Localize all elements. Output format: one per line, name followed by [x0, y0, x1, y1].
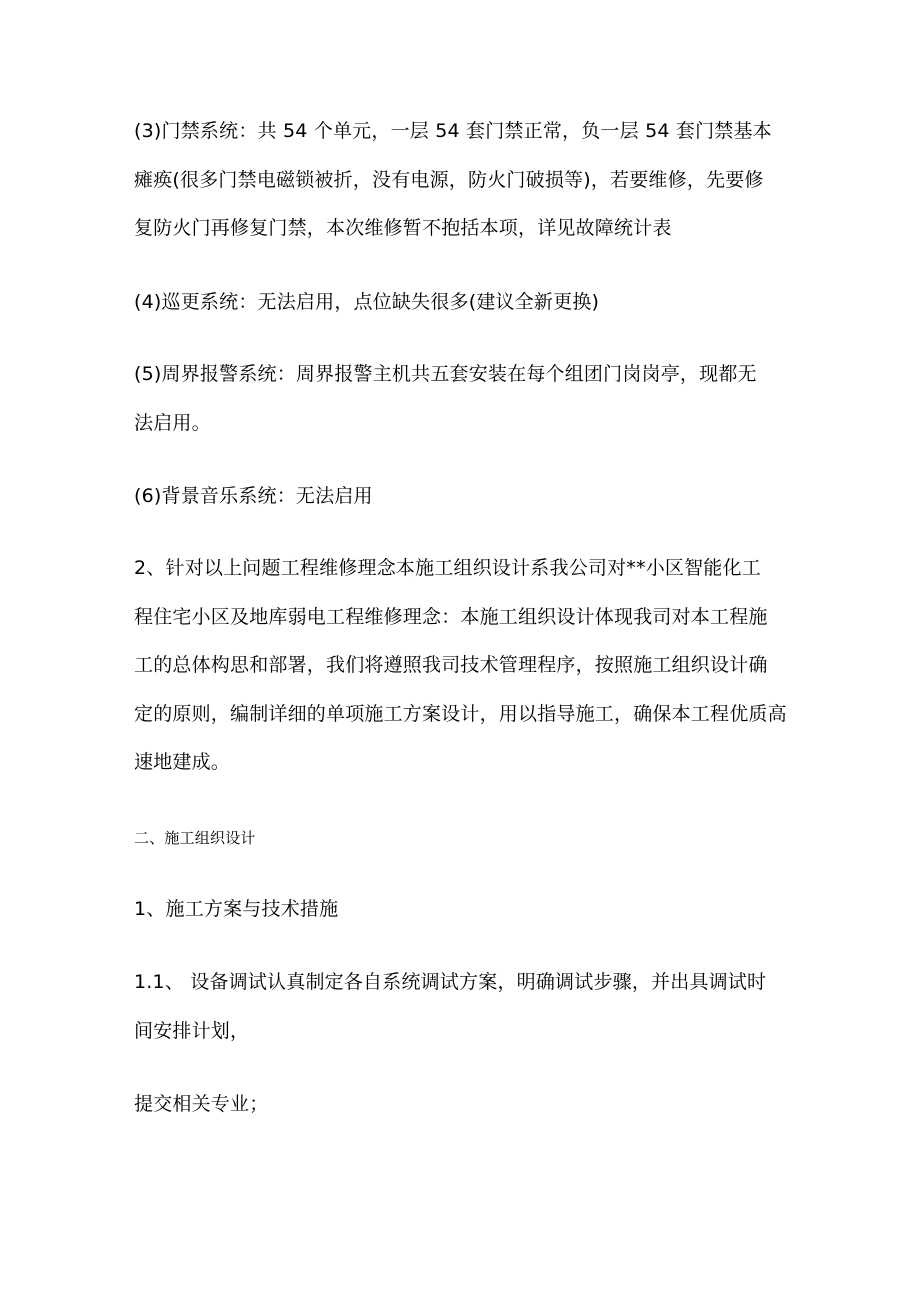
subsection-heading-1: 1、施工方案与技术措施 — [134, 898, 339, 920]
paragraph-2-line-3: 工的总体构思和部署，我们将遵照我司技术管理程序，按照施工组织设计确 — [134, 654, 768, 676]
paragraph-2-line-5: 速地建成。 — [134, 751, 231, 773]
paragraph-3-line-1: (3)门禁系统：共 54 个单元，一层 54 套门禁正常，负一层 54 套门禁基本 — [134, 120, 772, 142]
paragraph-1-1-line-2: 间安排计划， — [134, 1020, 250, 1042]
paragraph-3-line-3: 复防火门再修复门禁，本次维修暂不抱括本项，详见故障统计表 — [134, 217, 672, 239]
paragraph-3-line-2: 瘫痪(很多门禁电磁锁被折，没有电源，防火门破损等)，若要维修，先要修 — [134, 169, 764, 191]
paragraph-submit-line-1: 提交相关专业； — [134, 1093, 269, 1115]
section-heading-2: 二、施工组织设计 — [134, 829, 256, 847]
paragraph-5-line-1: (5)周界报警系统：周界报警主机共五套安装在每个组团门岗岗亭，现都无 — [134, 363, 757, 385]
paragraph-2-line-1: 2、针对以上问题工程维修理念本施工组织设计系我公司对**小区智能化工 — [134, 557, 761, 579]
paragraph-2-line-2: 程住宅小区及地库弱电工程维修理念：本施工组织设计体现我司对本工程施 — [134, 606, 768, 628]
paragraph-2-line-4: 定的原则，编制详细的单项施工方案设计，用以指导施工，确保本工程优质高 — [134, 703, 787, 725]
paragraph-1-1-line-1: 1.1、 设备调试认真制定各自系统调试方案，明确调试步骤，并出具调试时 — [134, 971, 767, 993]
paragraph-6-line-1: (6)背景音乐系统：无法启用 — [134, 485, 373, 507]
paragraph-5-line-2: 法启用。 — [134, 412, 211, 434]
paragraph-4-line-1: (4)巡更系统：无法启用，点位缺失很多(建议全新更换) — [134, 291, 600, 313]
